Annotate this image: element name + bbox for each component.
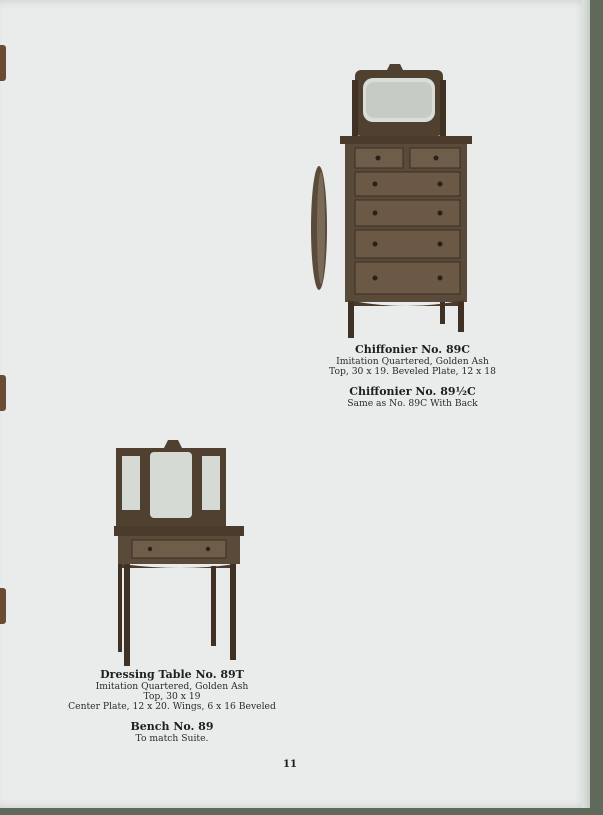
bench-desc: To match Suite.	[135, 733, 209, 744]
dressing-table-title: Dressing Table No. 89T	[100, 668, 244, 681]
binder-ring	[0, 375, 6, 411]
binder-ring	[0, 45, 6, 81]
dressing-table-caption	[62, 668, 282, 744]
chiffonier-alt-title: Chiffonier No. 89½C	[349, 385, 476, 398]
chiffonier-alt-desc: Same as No. 89C With Back	[347, 398, 478, 409]
bench-title: Bench No. 89	[130, 720, 214, 733]
page-number: 11	[283, 759, 297, 770]
dressing-table-finish: Imitation Quartered, Golden Ash	[95, 681, 249, 692]
chiffonier-dimensions: Top, 30 x 19. Beveled Plate, 12 x 18	[329, 366, 496, 377]
dressing-table-plates: Center Plate, 12 x 20. Wings, 6 x 16 Beveled	[68, 701, 276, 712]
chiffonier-image	[300, 60, 480, 345]
chiffonier-finish: Imitation Quartered, Golden Ash	[336, 356, 489, 367]
dressing-table-top: Top, 30 x 19	[143, 691, 201, 702]
chiffonier-title: Chiffonier No. 89C	[354, 343, 471, 356]
binder-ring	[0, 588, 6, 624]
chiffonier-caption	[320, 343, 505, 409]
dressing-table-image	[110, 436, 250, 668]
